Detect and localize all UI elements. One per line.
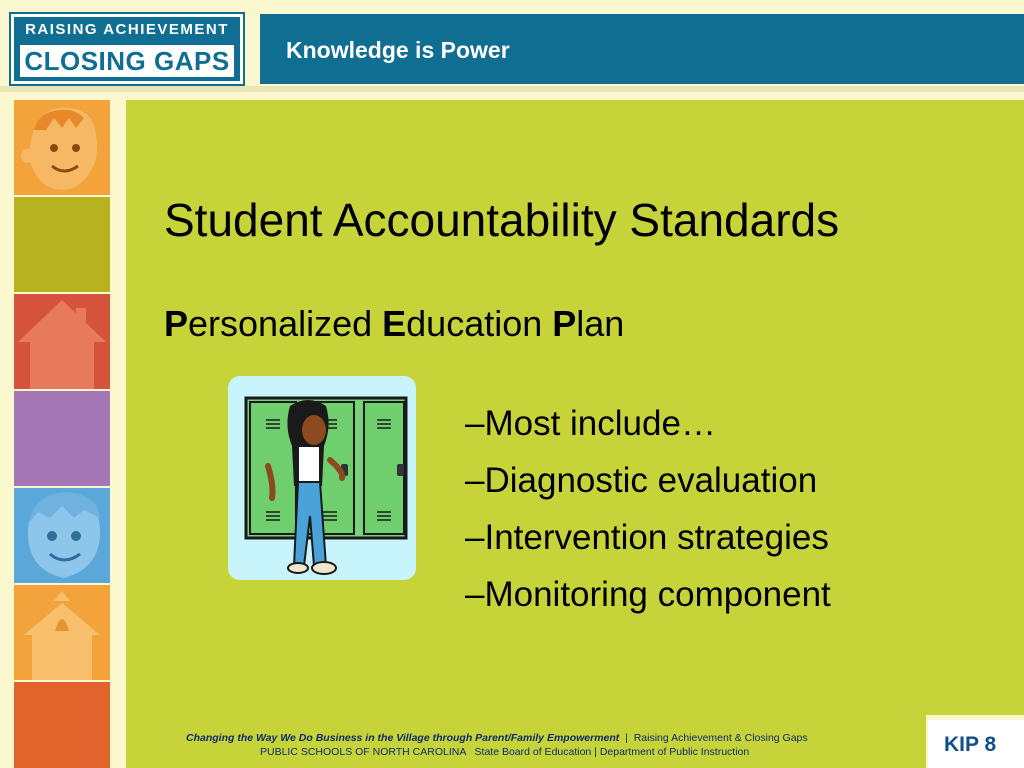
subtitle-word-education: ducation — [406, 303, 553, 344]
bullet-item: –Intervention strategies — [465, 518, 829, 557]
slide-title: Student Accountability Standards — [164, 194, 840, 246]
subtitle-initial-p: P — [164, 303, 189, 344]
tile-olive — [14, 197, 110, 292]
bullet-item: –Most include… — [465, 404, 716, 443]
tile-orange — [14, 682, 110, 768]
tile-purple — [14, 391, 110, 486]
footer-program: Raising Achievement & Closing Gaps — [633, 732, 808, 744]
header-title: Knowledge is Power — [286, 37, 510, 63]
slide-subtitle — [164, 303, 624, 345]
subtitle-initial-p2: P — [552, 303, 577, 344]
bullet-list — [465, 402, 831, 630]
page-number: KIP 8 — [944, 733, 997, 756]
page-number-box — [928, 720, 1024, 768]
header-divider — [0, 86, 1024, 92]
footer-separator: | — [625, 732, 628, 744]
footer-emphasis: Changing the Way We Do Business in the Village through Parent/Family Empowerment — [186, 732, 620, 744]
house-icon — [14, 294, 110, 389]
subtitle-initial-e: E — [382, 303, 407, 344]
child-face-icon — [14, 100, 110, 195]
bullet-item: –Monitoring component — [465, 575, 831, 614]
logo-line1: RAISING ACHIEVEMENT — [25, 21, 229, 38]
logo-line2: CLOSING GAPS — [20, 45, 234, 77]
footer-line2: PUBLIC SCHOOLS OF NORTH CAROLINA State Board of Education | Department of Public Instruction — [260, 746, 750, 758]
header-bar — [260, 14, 1024, 84]
footer-line1 — [186, 732, 808, 744]
boy-face-icon — [14, 488, 110, 583]
subtitle-word-plan: lan — [576, 303, 625, 344]
schoolhouse-bell-icon — [14, 585, 110, 680]
bullet-item: –Diagnostic evaluation — [465, 461, 818, 500]
program-logo — [11, 14, 243, 84]
student-at-lockers-illustration — [228, 376, 416, 580]
subtitle-word-personalized: ersonalized — [188, 303, 383, 344]
